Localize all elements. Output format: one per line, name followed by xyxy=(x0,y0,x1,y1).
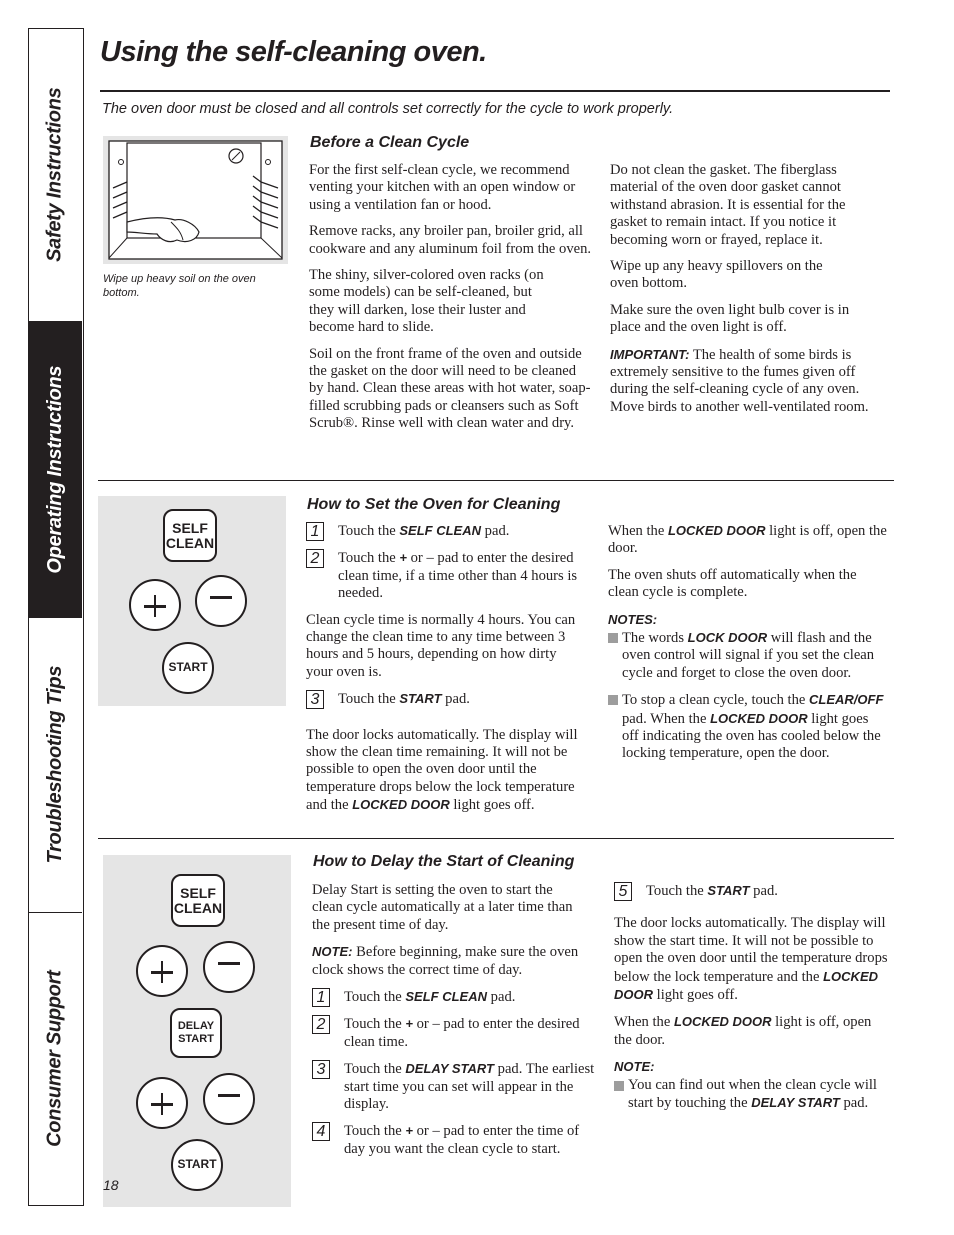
cycle-time-paragraph: Clean cycle time is normally 4 hours. You can change the clean time to any time between 3 hours and 5 hours, depending on how dirty your oven is. xyxy=(306,611,576,680)
set-left-column xyxy=(306,522,584,824)
paragraph: Do not clean the gasket. The fiberglass material of the oven door gasket cannot withstand abrasion. It is essential for the gasket to remain intact. If you notice it becoming worn or frayed, replace it. xyxy=(610,162,846,248)
start-key[interactable]: START xyxy=(162,642,214,694)
paragraph: The shiny, silver-colored oven racks (on some models) can be self-cleaned, but they will darken, lose their luster and become hard to slide. xyxy=(309,267,544,336)
heading-before-clean: Before a Clean Cycle xyxy=(310,134,470,151)
image-caption: Wipe up heavy soil on the oven bottom. xyxy=(103,273,256,299)
page-title: Using the self-cleaning oven. xyxy=(100,36,487,68)
minus-key[interactable] xyxy=(195,575,247,627)
note-item: The words LOCK DOOR will flash and the oven control will signal if you set the clean cycle and forget to close the oven door. xyxy=(608,629,888,682)
step-4: 4 Touch the + or – pad to enter the time of day you want the clean cycle to start. xyxy=(312,1122,597,1158)
paragraph: When the LOCKED DOOR light is off, open the door. xyxy=(614,1014,872,1048)
tab-safety-instructions[interactable]: Safety Instructions xyxy=(43,87,66,263)
section-divider xyxy=(98,838,894,839)
step-2: 2 Touch the + or – pad to enter the desired clean time. xyxy=(312,1015,597,1051)
paragraph: When the LOCKED DOOR light is off, open the door. xyxy=(608,523,887,557)
note-paragraph: NOTE: Before beginning, make sure the oven clock shows the correct time of day. xyxy=(312,944,579,978)
minus-key[interactable] xyxy=(203,1073,255,1125)
paragraph: For the first self-clean cycle, we recommend venting your kitchen with an open window or using a ventilation fan or hood. xyxy=(309,162,576,213)
paragraph: Remove racks, any broiler pan, broiler grid, all cookware and any aluminum foil from the oven. xyxy=(309,223,592,257)
before-right-column xyxy=(610,162,892,425)
step-3: 3 Touch the DELAY START pad. The earliest start time you can set will appear in the display. xyxy=(312,1060,597,1113)
oven-illustration xyxy=(103,136,288,264)
set-right-column xyxy=(608,522,888,772)
door-locks-paragraph: The door locks automatically. The display will show the clean time remaining. It will not be possible to open the oven door until the temperature drops below the lock temperature and the LOCKED DOOR light goes off. xyxy=(306,726,578,814)
oven-wipe-icon xyxy=(103,136,288,264)
tab-operating-instructions[interactable]: Operating Instructions xyxy=(29,322,82,618)
self-clean-key[interactable]: SELF CLEAN xyxy=(171,874,225,927)
heading-delay-start: How to Delay the Start of Cleaning xyxy=(313,853,575,870)
step-1: 1 Touch the SELF CLEAN pad. xyxy=(306,522,584,540)
delay-right-column xyxy=(614,882,890,1121)
page-number: 18 xyxy=(103,1177,119,1193)
delay-keypad-panel xyxy=(103,855,291,1207)
paragraph: The oven shuts off automatically when the clean cycle is complete. xyxy=(608,566,857,601)
plus-key[interactable] xyxy=(136,1077,188,1129)
start-key[interactable]: START xyxy=(171,1139,223,1191)
self-clean-key[interactable]: SELF CLEAN xyxy=(163,509,217,562)
minus-key[interactable] xyxy=(203,941,255,993)
before-left-column xyxy=(309,162,593,442)
plus-key[interactable] xyxy=(136,945,188,997)
side-tabs xyxy=(28,28,84,1206)
note-label: NOTE: xyxy=(614,1059,655,1075)
step-5: 5 Touch the START pad. xyxy=(614,882,890,900)
note-item: To stop a clean cycle, touch the CLEAR/OFF pad. When the LOCKED DOOR light goes off indicating the oven has cooled below the locking temperature, open the door. xyxy=(608,691,888,763)
note-item: You can find out when the clean cycle will start by touching the DELAY START pad. xyxy=(614,1077,890,1113)
section-divider xyxy=(98,480,894,481)
delay-start-key[interactable]: DELAY START xyxy=(170,1008,222,1058)
page-intro: The oven door must be closed and all controls set correctly for the cycle to work properly. xyxy=(102,101,674,117)
important-paragraph: IMPORTANT: The health of some birds is extremely sensitive to the fumes given off during the self-cleaning cycle of any oven. Move birds to another well-ventilated room. xyxy=(610,346,869,415)
title-divider xyxy=(100,90,890,92)
paragraph: Wipe up any heavy spillovers on the oven bottom. xyxy=(610,258,823,292)
delay-left-column xyxy=(312,882,597,1167)
tab-consumer-support[interactable]: Consumer Support xyxy=(43,970,66,1147)
plus-key[interactable] xyxy=(129,579,181,631)
paragraph: Make sure the oven light bulb cover is in place and the oven light is off. xyxy=(610,301,850,336)
door-locks-paragraph: The door locks automatically. The display will show the start time. It will not be possible to open the oven door until the temperature drops below the lock temperature and the LOCKED DOOR light goes off. xyxy=(614,915,888,1004)
paragraph: Soil on the front frame of the oven and outside the gasket on the door will need to be cleaned by hand. Clean these areas with hot water, soap-filled scrubbing pads or cleansers such as Soft Scrub®. Rinse well with clean water and dry. xyxy=(309,345,591,432)
heading-set-oven: How to Set the Oven for Cleaning xyxy=(307,496,561,513)
paragraph: Delay Start is setting the oven to start the clean cycle automatically at a later time than the present time of day. xyxy=(312,882,573,933)
step-1: 1 Touch the SELF CLEAN pad. xyxy=(312,988,597,1006)
step-2: 2 Touch the + or – pad to enter the desired clean time, if a time other than 4 hours is needed. xyxy=(306,549,584,602)
notes-label: NOTES: xyxy=(608,611,658,627)
tab-troubleshooting-tips[interactable]: Troubleshooting Tips xyxy=(43,666,66,864)
step-3: 3 Touch the START pad. xyxy=(306,690,584,708)
set-keypad-panel xyxy=(98,496,286,706)
